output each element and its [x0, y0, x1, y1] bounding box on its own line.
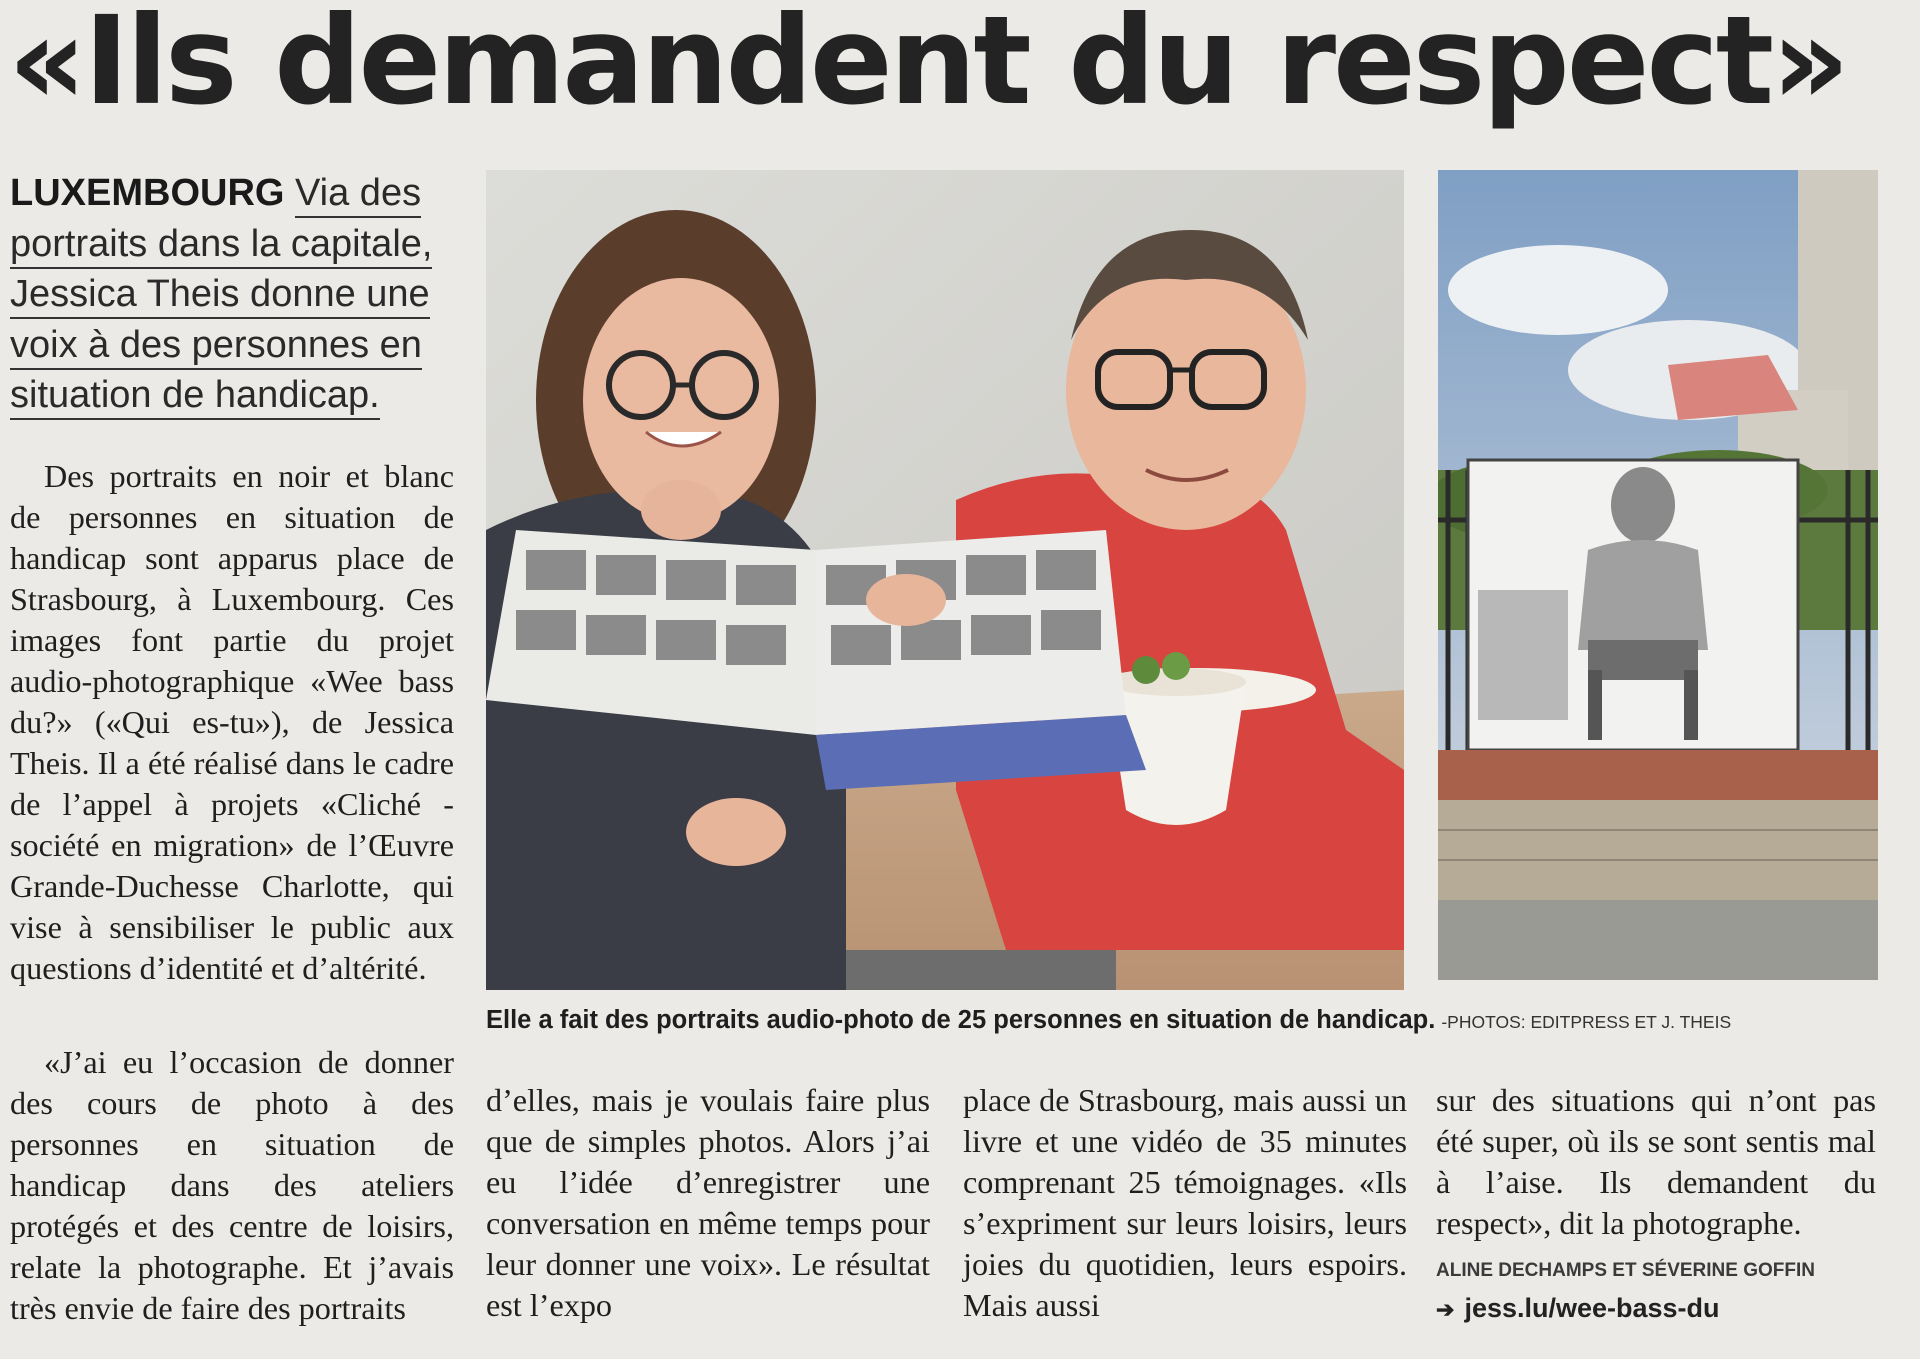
lead-line-5: situation de handicap.	[10, 374, 380, 420]
body-paragraph-2-part-2: d’elles, mais je voulais faire plus que de simples photos. Alors j’ai eu l’idée d’enregistrer une conversation en même temps pour leur donner une voix». Le résultat est l’expo	[486, 1082, 930, 1323]
web-link-text[interactable]: jess.lu/wee-bass-du	[1464, 1293, 1720, 1323]
body-column-1-bottom	[10, 1042, 454, 1329]
photo-caption	[486, 1006, 1920, 1035]
main-photo-illustration	[486, 170, 1404, 990]
main-photo	[486, 170, 1404, 990]
arrow-right-icon: ➔	[1436, 1297, 1455, 1322]
body-paragraph-2-part-4: sur des situations qui n’ont pas été super, où ils se sont sentis mal à l’aise. Ils demandent du respect», dit la photographe.	[1436, 1082, 1876, 1241]
lead-line-4: voix à des personnes en	[10, 324, 422, 370]
caption-text: Elle a fait des portraits audio-photo de 25 personnes en situation de handicap.	[486, 1006, 1436, 1034]
body-column-4	[1436, 1080, 1876, 1244]
body-paragraph-2-part-1: «J’ai eu l’occasion de donner des cours de photo à des personnes en situation de handicap dans des ateliers protégés et des centre de loisirs, relate la photographe. Et j’avais très envie de faire des portraits	[10, 1044, 454, 1326]
photo-credit: -PHOTOS: EDITPRESS ET J. THEIS	[1441, 1012, 1732, 1032]
body-column-1-top	[10, 456, 454, 989]
lead-line-1: Via des	[295, 172, 421, 218]
byline: ALINE DECHAMPS ET SÉVERINE GOFFIN	[1436, 1260, 1815, 1281]
side-photo-illustration	[1438, 170, 1878, 980]
body-paragraph-1: Des portraits en noir et blanc de personnes en situation de handicap sont apparus place de Strasbourg, à Luxembourg. Ces images font partie du projet audio-photographique «Wee bass du?» («Qui es-tu»), de Jessica Theis. Il a été réalisé dans le cadre de l’appel à projets «Cliché - société en migration» de l’Œuvre Grande-Duchesse Charlotte, qui vise à sensibiliser le public aux questions d’identité et d’altérité.	[10, 458, 454, 986]
lead-paragraph	[10, 168, 448, 421]
side-photo	[1438, 170, 1878, 980]
lead-kicker: LUXEMBOURG	[10, 172, 285, 214]
body-column-2	[486, 1080, 930, 1326]
lead-line-3: Jessica Theis donne une	[10, 273, 430, 319]
body-column-3	[963, 1080, 1407, 1326]
body-paragraph-2-part-3: place de Strasbourg, mais aussi un livre et une vidéo de 35 minutes comprenant 25 témoignages. «Ils s’expriment sur leurs loisirs, leurs joies du quotidien, leurs espoirs. Mais aussi	[963, 1082, 1407, 1323]
lead-line-2: portraits dans la capitale,	[10, 223, 432, 269]
headline: «Ils demandent du respect»	[8, 0, 1847, 132]
web-link[interactable]	[1436, 1293, 1916, 1324]
